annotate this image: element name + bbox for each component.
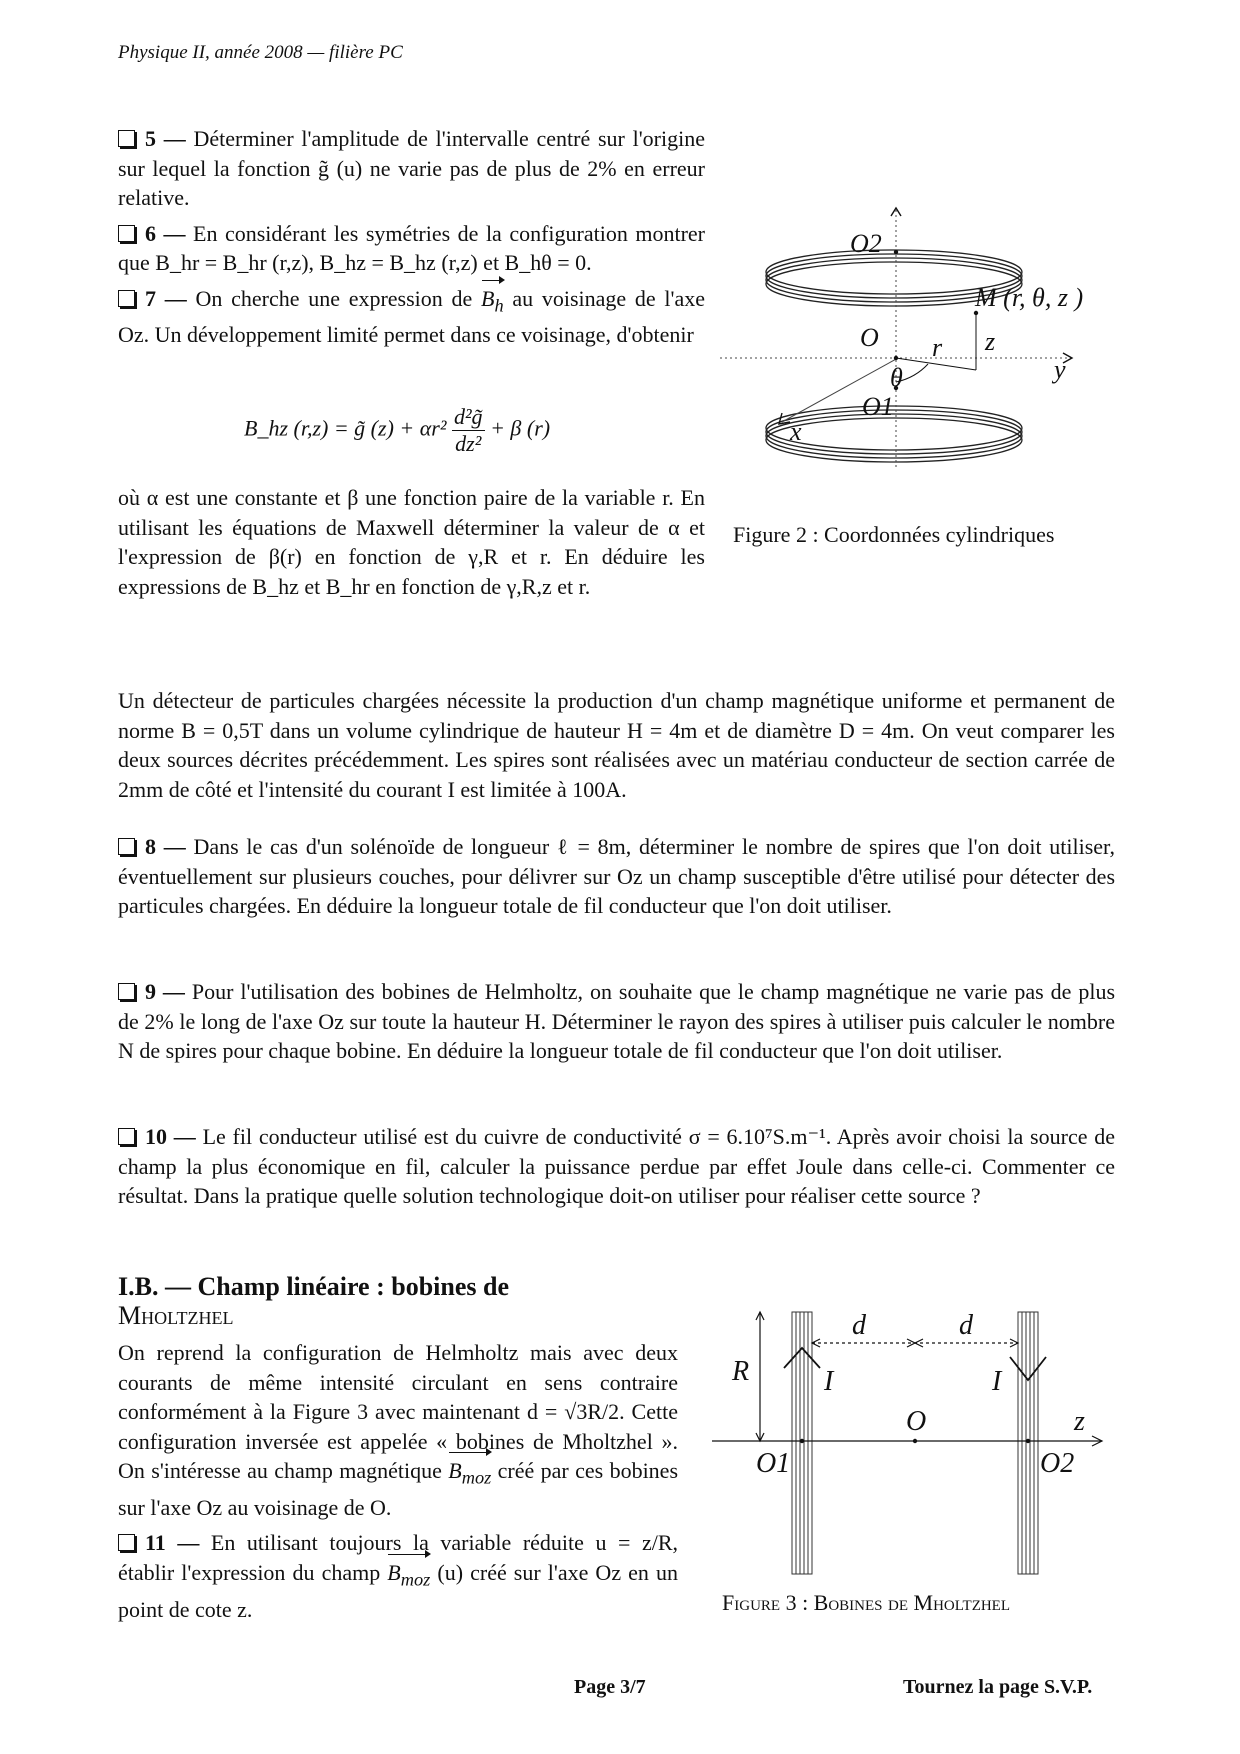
figure-3-caption: Figure 3 : Bobines de Mholtzhel xyxy=(722,1590,1011,1615)
question-9: 9 — Pour l'utilisation des bobines de Helmholtz, on souhaite que le champ magnétique ne varie pas de plus de 2% le long de l'axe Oz sur toute la hauteur H. Déterminer le rayon des spires à utiliser puis calculer le nombre N de spires pour chaque bobine. En déduire la longueur totale de fil conducteur que l'on doit utiliser. xyxy=(118,979,1116,1063)
label-z: z xyxy=(985,327,996,356)
label-r: R xyxy=(732,1356,750,1387)
lower-coil xyxy=(766,406,1022,450)
label-o2: O2 xyxy=(1040,1448,1075,1479)
figure-2-caption: Figure 2 : Coordonnées cylindriques xyxy=(733,522,1055,547)
detector-intro: Un détecteur de particules chargées nécessite la production d'un champ magnétique uniforme et permanent de norme B = 0,5T dans un volume cylindrique de hauteur H = 4m et de diamètre D = 4m. On veut comparer les deux sources décrites précédemment. Les spires sont réalisées avec un matériau conducteur de section carrée de 2mm de côté et l'intensité du courant I est limitée à 100A. xyxy=(118,688,1115,802)
running-header: Physique II, année 2008 — filière PC xyxy=(118,42,403,63)
label-o1: O1 xyxy=(862,392,894,421)
label-i2: I xyxy=(992,1366,1002,1397)
checkbox-icon xyxy=(118,1128,135,1145)
page-number: Page 3/7 xyxy=(574,1676,646,1698)
label-x: x xyxy=(790,417,802,446)
checkbox-icon xyxy=(118,130,135,147)
label-o2: O2 xyxy=(850,229,882,258)
question-7: 7 — On cherche une expression de $B_h$ au voisinage de l'axe Oz. Un développement limité permet dans ce voisinage, d'obtenir xyxy=(118,285,706,348)
section-body: On reprend la configuration de Helmholtz mais avec deux courants de même intensité circulant en sens contraire conformément à la Figure 3 avec maintenant d = √3R/2. Cette configuration inversée est appelée « bobines de Mholtzhel ». On s'intéresse au champ magnétique $B_{moz}$ créé par ces bobines sur l'axe Oz au voisinage de O. 11 — En utilisant toujours la variable réduite u = z/R, établir l'expression du champ $B_{moz}$ (u) créé sur l'axe Oz en un point de cote z. xyxy=(118,1338,678,1624)
label-d1: d xyxy=(852,1310,866,1341)
question-10: 10 — Le fil conducteur utilisé est du cuivre de conductivité σ = 6.10⁷S.m⁻¹. Après avoir choisi la source de champ la plus économique en fil, calculer la puissance perdue par effet Joule dans celle-ci. Commenter ce résultat. Dans la pratique quelle solution technologique doit-on utiliser pour réaliser cette source ? xyxy=(118,1124,1116,1208)
question-7-continued: où α est une constante et β une fonction paire de la variable r. En utilisant les équations de Maxwell déterminer la valeur de α et l'expression de β(r) en fonction de γ,R et r. En déduire les expressions de B_hz et B_hr en fonction de γ,R,z et r. xyxy=(118,485,705,599)
equation-bhz: B_hz (r,z) = g̃ (z) + αr² $\frac{\text{d²g̃}}{\text{dz²}}$ + β (r) xyxy=(244,404,551,456)
label-d2: d xyxy=(959,1310,973,1341)
section-title: I.B. — Champ linéaire : bobines de Mholtzhel xyxy=(118,1272,510,1330)
label-r: r xyxy=(932,333,943,362)
label-z: z xyxy=(1074,1406,1085,1437)
vector-bmoz: $B_{moz}$ xyxy=(448,1456,491,1493)
checkbox-icon xyxy=(118,1534,135,1551)
figure-3-mholtzhel-coils xyxy=(712,1300,1112,1580)
turn-page: Tournez la page S.V.P. xyxy=(903,1676,1093,1698)
label-theta: θ xyxy=(890,363,903,392)
questions-5-7 xyxy=(118,124,705,350)
fraction: $\frac{\text{d²g̃}}{\text{dz²}}$ xyxy=(453,404,483,456)
question-11: 11 — En utilisant toujours la variable réduite u = z/R, établir l'expression du champ $B_{moz}$ (u) créé sur l'axe Oz en un point de cote z. xyxy=(118,1530,679,1622)
figure-2-cylindrical-coordinates xyxy=(720,200,1140,480)
label-o: O xyxy=(906,1406,927,1437)
checkbox-icon xyxy=(118,225,135,242)
checkbox-icon xyxy=(118,290,135,307)
label-o: O xyxy=(860,323,879,352)
label-i1: I xyxy=(824,1366,834,1397)
label-m: M (r, θ, z ) xyxy=(975,283,1084,312)
checkbox-icon xyxy=(118,983,135,1000)
question-8: 8 — Dans le cas d'un solénoïde de longueur ℓ = 8m, déterminer le nombre de spires que l'on doit utiliser, éventuellement sur plusieurs couches, pour délivrer sur Oz un champ susceptible d'être utilisé pour détecter des particules chargées. En déduire la longueur totale de fil conducteur que l'on doit utiliser. xyxy=(118,834,1116,918)
vector-bmoz-u: $B_{moz}$ xyxy=(387,1558,430,1595)
question-6: 6 — En considérant les symétries de la configuration montrer que B_hr = B_hr (r,z), B_hz = B_hz (r,z) et B_hθ = 0. xyxy=(118,220,706,275)
vector-bh: $B_h$ xyxy=(481,284,504,321)
label-y: y xyxy=(1054,355,1066,384)
label-o1: O1 xyxy=(756,1448,791,1479)
question-5: 5 — Déterminer l'amplitude de l'intervalle centré sur l'origine sur lequel la fonction g̃ (u) ne varie pas de plus de 2% en erreur relative. xyxy=(118,126,705,210)
checkbox-icon xyxy=(118,838,135,855)
